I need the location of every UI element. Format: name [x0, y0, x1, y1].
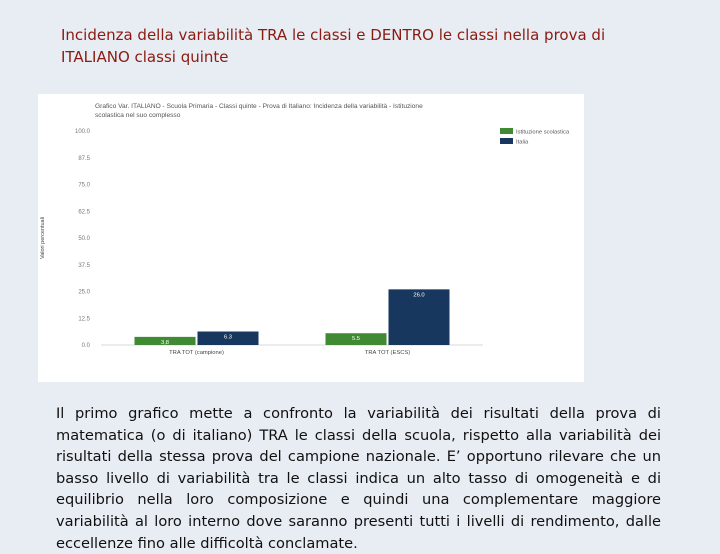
- chart-title: scolastica nel suo complesso: [95, 112, 181, 119]
- legend-label: Istituzione scolastica: [516, 129, 570, 136]
- chart-title: Grafico Var. ITALIANO - Scuola Primaria - Classi quinte - Prova di Italiano: Incidenza della variabilità - Istituzione: [95, 103, 423, 110]
- data-label: 5.5: [351, 336, 361, 343]
- y-tick-label: 75.0: [78, 182, 90, 189]
- x-tick-label: TRA TOT (campione): [169, 350, 224, 356]
- bar-chart: [38, 94, 584, 382]
- body-paragraph: Il primo grafico mette a confronto la variabilità dei risultati della prova di matematica (o di italiano) TRA le classi della scuola, rispetto alla variabilità dei risultati della stessa prova del campione nazionale. E’ opportuno rilevare che un basso livello di variabilità tra le classi indica un alto tasso di omogeneità e di equilibrio nella loro composizione e quindi una complementare maggiore variabilità al loro interno dove saranno presenti tutti i livelli di rendimento, dalle eccellenze fino alle difficoltà conclamate.: [56, 405, 661, 552]
- y-axis-title: Valori percentuali: [40, 216, 46, 260]
- y-tick-label: 87.5: [78, 155, 90, 162]
- y-tick-label: 100.0: [74, 129, 90, 135]
- y-tick-label: 50.0: [78, 236, 90, 242]
- chart-panel: [38, 94, 584, 382]
- legend-swatch: [500, 128, 513, 134]
- data-label: 26.0: [413, 292, 425, 299]
- legend-label: Italia: [516, 139, 529, 146]
- y-tick-label: 25.0: [78, 289, 90, 296]
- data-label: 3,8: [160, 339, 170, 346]
- data-label: 6.3: [223, 334, 233, 341]
- x-tick-label: TRA TOT (ESCS): [364, 350, 411, 356]
- y-tick-label: 0.0: [81, 343, 90, 349]
- legend-swatch: [500, 138, 513, 144]
- slide-title: Incidenza della variabilità TRA le classi e DENTRO le classi nella prova di ITALIANO classi quinte: [61, 26, 606, 66]
- y-tick-label: 12.5: [78, 316, 90, 323]
- y-tick-label: 37.5: [78, 262, 90, 269]
- y-tick-label: 62.5: [78, 209, 90, 216]
